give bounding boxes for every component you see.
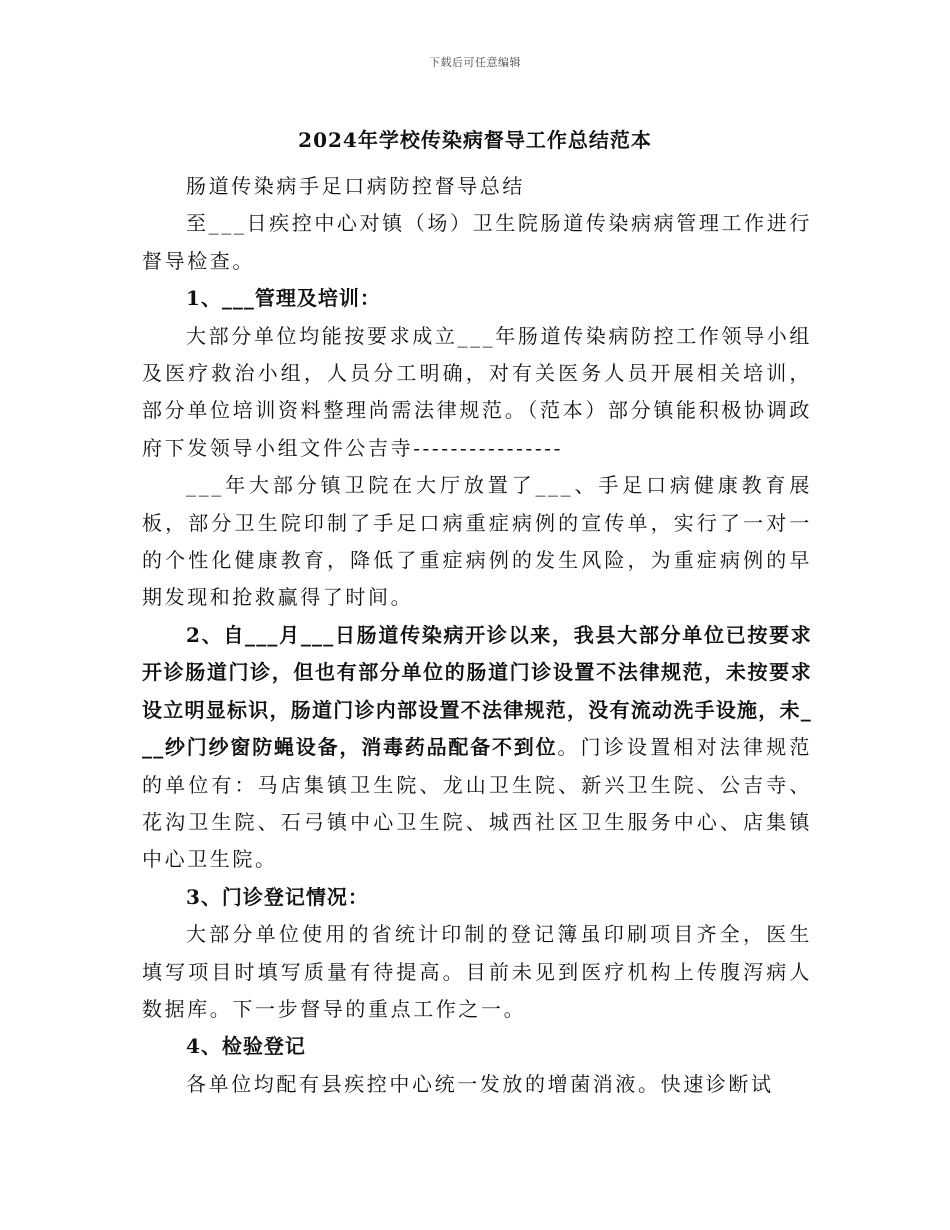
section-heading-3: 3、门诊登记情况：	[186, 884, 369, 909]
section-heading-1: 1、___管理及培训：	[186, 286, 381, 311]
header-note: 下载后可任意编辑	[429, 56, 521, 69]
document-body	[142, 168, 812, 1103]
paragraph-education: ___年大部分镇卫院在大厅放置了___、手足口病健康教育展板，部分卫生院印制了手足口病重症病例的宣传单，实行了一对一的个性化健康教育，降低了重症病例的发生风险，为重症病例的早期发现和抢救赢得了时间。	[142, 473, 812, 610]
paragraph-clinic	[142, 617, 812, 879]
section-heading-4: 4、检验登记	[186, 1034, 306, 1059]
document-title: 2024年学校传染病督导工作总结范本	[298, 128, 652, 152]
paragraph-clinic-rest: 。门诊设置相对法律规范的单位有：马店集镇卫生院、龙山卫生院、新兴卫生院、公吉寺、花沟卫生院、石弓镇中心卫生院、城西社区卫生服务中心、店集镇中心卫生院。	[142, 735, 813, 872]
paragraph-training: 大部分单位均能按要求成立___年肠道传染病防控工作领导小组及医疗救治小组，人员分工明确，对有关医务人员开展相关培训，部分单位培训资料整理尚需法律规范。（范本）部分镇能积极协调政府下发领导小组文件公吉寺----------------	[142, 323, 812, 460]
paragraph-clinic-bold: 2、自___月___日肠道传染病开诊以来，我县大部分单位已按要求开诊肠道门诊，但也有部分单位的肠道门诊设置不法律规范，未按要求设立明显标识，肠道门诊内部设置不法律规范，没有流动洗手设施，未___纱门纱窗防蝇设备，消毒药品配备不到位	[142, 622, 812, 760]
paragraph-intro: 至___日疾控中心对镇（场）卫生院肠道传染病病管理工作进行督导检查。	[142, 211, 812, 273]
paragraph-lab: 各单位均配有县疾控中心统一发放的增菌消液。快速诊断试	[186, 1071, 774, 1096]
paragraph-subtitle: 肠道传染病手足口病防控督导总结	[186, 174, 525, 198]
paragraph-registration: 大部分单位使用的省统计印制的登记簿虽印刷项目齐全，医生填写项目时填写质量有待提高。目前未见到医疗机构上传腹泻病人数据库。下一步督导的重点工作之一。	[142, 922, 812, 1021]
